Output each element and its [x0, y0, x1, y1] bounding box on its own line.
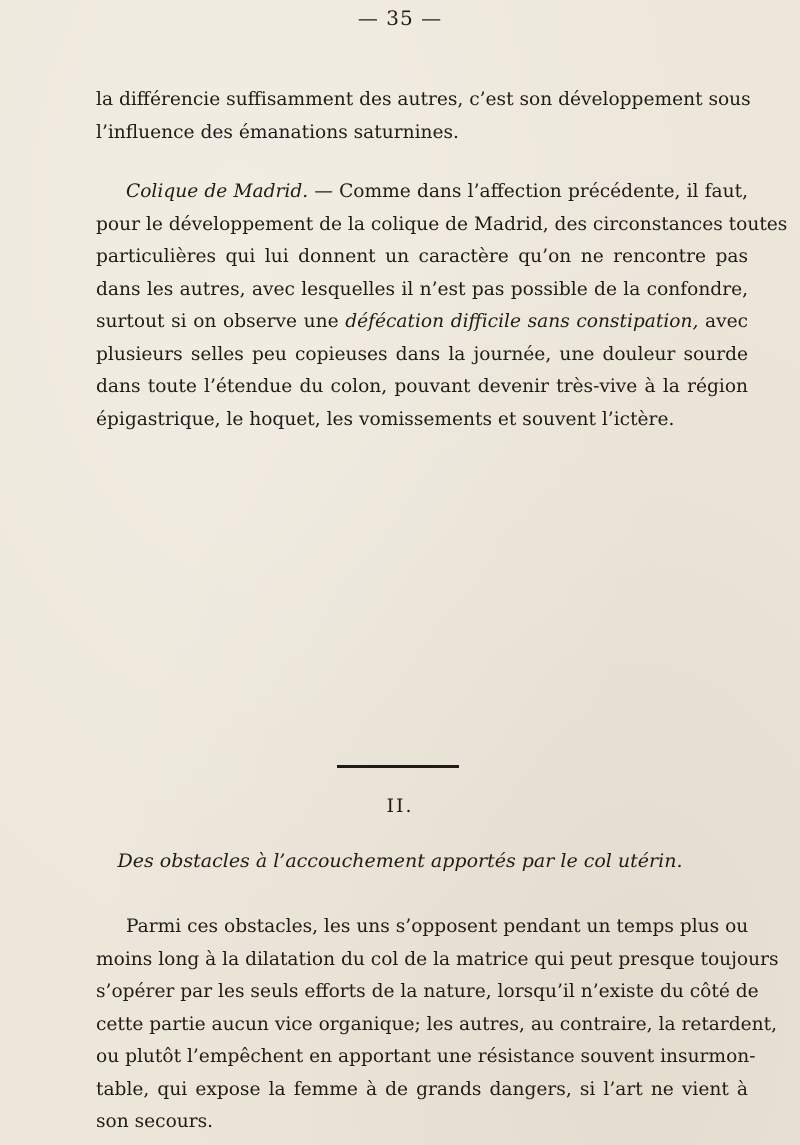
section-lead: Colique de Madrid. — [126, 181, 309, 202]
text-line: épigastrique, le hoquet, les vomissements et souvent l’ictère. — [96, 408, 675, 430]
paragraph-intro — [96, 84, 751, 149]
text-line: cette partie aucun vice organique; les autres, au contraire, la retardent, — [96, 1013, 778, 1035]
paragraph-colique-de-madrid — [96, 176, 788, 436]
text-line: Parmi ces obstacles, les uns s’opposent pendant un temps plus ou — [126, 916, 749, 937]
text-line: table, qui expose la femme à de grands dangers, si l’art ne vient à — [96, 1078, 748, 1100]
emphasis-text: défécation difficile sans constipation, — [345, 311, 699, 332]
text-fragment: — Comme dans l’affection précédente, il faut, — [308, 181, 749, 202]
text-line: la différencie suffisamment des autres, c’est son développement sous — [96, 89, 751, 110]
text-line: l’influence des émanations saturnines. — [96, 121, 459, 143]
paragraph-obstacles — [96, 911, 779, 1139]
text-line: ou plutôt l’empêchent en apportant une résistance souvent insurmon- — [96, 1046, 756, 1067]
text-line: s’opérer par les seuls efforts de la nature, lorsqu’il n’existe du côté de — [96, 981, 759, 1002]
text-line: particulières qui lui donnent un caractère qu’on ne rencontre pas — [96, 246, 748, 267]
text-fragment: avec — [698, 311, 748, 332]
text-line — [96, 306, 748, 339]
section-number: II. — [386, 795, 414, 817]
text-line: plusieurs selles peu copieuses dans la journée, une douleur sourde — [96, 343, 748, 365]
text-line: dans toute l’étendue du colon, pouvant devenir très-vive à la région — [96, 376, 748, 397]
text-line: dans les autres, avec lesquelles il n’est pas possible de la confondre, — [96, 278, 748, 300]
section-title: Des obstacles à l’accouchement apportés par le col utérin. — [117, 850, 683, 872]
text-fragment: surtout si on observe une — [96, 311, 346, 332]
text-line: moins long à la dilatation du col de la matrice qui peut presque toujours — [96, 948, 779, 970]
page-number: — 35 — — [357, 6, 443, 30]
text-line: pour le développement de la colique de Madrid, des circonstances toutes — [96, 213, 788, 235]
text-line — [96, 176, 748, 209]
text-line: son secours. — [96, 1111, 214, 1132]
section-divider — [337, 765, 459, 768]
